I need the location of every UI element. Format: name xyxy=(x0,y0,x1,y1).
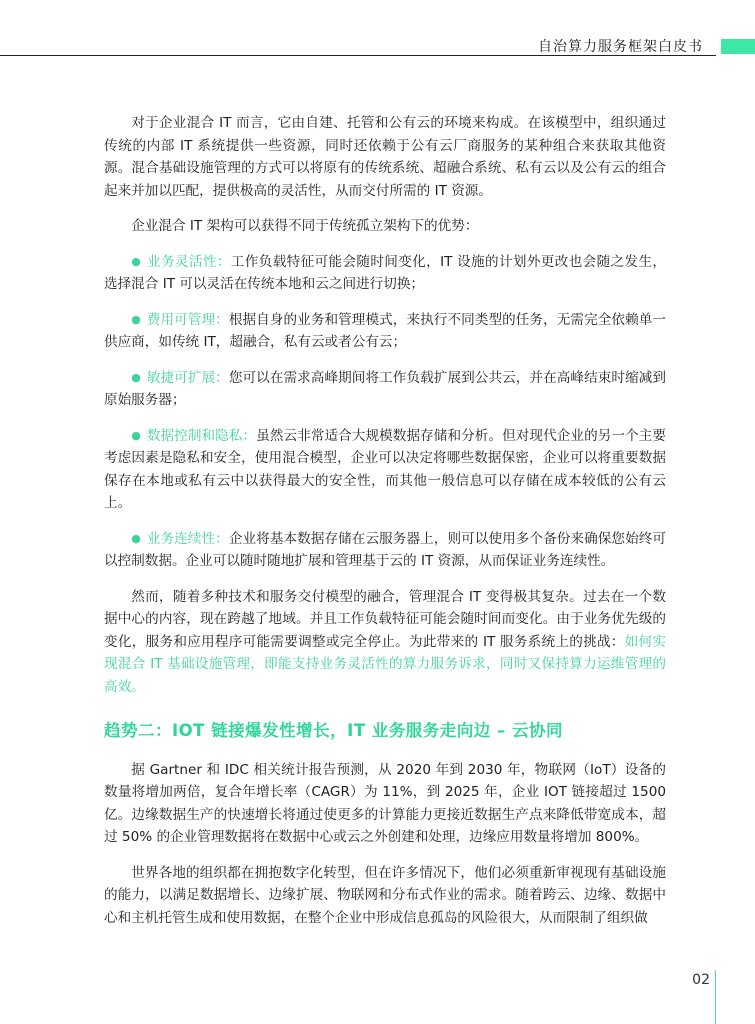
bullet-term: 费用可管理： xyxy=(146,311,229,328)
bullet-dot-icon: ● xyxy=(131,531,141,545)
paragraph: 世界各地的组织都在拥抱数字化转型，但在许多情况下，他们必须重新审视现有基础设施的能力，以满足数据增长、边缘扩展、物联网和分布式作业的需求。随着跨云、边缘、数据中心和主机托管生成和使用数据，在整个企业中形成信息孤岛的风险很大，从而限制了组织做 xyxy=(104,864,666,926)
main-content xyxy=(104,112,666,942)
paragraph: 据 Gartner 和 IDC 相关统计报告预测，从 2020 年到 2030 年，物联网（IoT）设备的数量将增加两倍，复合年增长率（CAGR）为 11%，到 2025 年，企业 IOT 链接超过 1500 亿。边缘数据生产的快速增长将通过使更多的计算能力更接近数据生产点来降低带宽成本，超过 50% 的企业管理数据将在数据中心或云之外创建和处理，边缘应用数量将增加 800%。 xyxy=(104,761,666,845)
bullet-item xyxy=(104,251,666,296)
bullet-term: 敏捷可扩展： xyxy=(146,369,229,386)
highlighted-text: 如何实现混合 IT 基础设施管理，即能支持业务灵活性的算力服务诉求，同时又保持算力运维管理的高效。 xyxy=(104,633,667,695)
bullet-item xyxy=(104,528,666,573)
bullet-dot-icon: ● xyxy=(131,370,141,384)
paragraph xyxy=(104,586,666,699)
bullet-dot-icon: ● xyxy=(131,254,142,268)
paragraph-text: 然而，随着多种技术和服务交付模型的融合，管理混合 IT 变得极其复杂。过去在一个数据中心的内容，现在跨越了地域。并且工作负载特征可能会随时间而变化。由于业务优先级的变化，服务和应用程序可能需要调整或完全停止。为此带来的 IT 服务系统上的挑战： xyxy=(104,588,666,650)
bullet-term: 业务连续性： xyxy=(146,530,229,547)
bullet-text: 虽然云非常适合大规模数据存储和分析。但对现代企业的另一个主要考虑因素是隐私和安全，使用混合模型，企业可以决定将哪些数据保密，企业可以将重要数据保存在本地或私有云中以获得最大的安全性，而其他一般信息可以存储在成本较低的公有云上。 xyxy=(104,427,666,511)
paragraph: 企业混合 IT 架构可以获得不同于传统孤立架构下的优势： xyxy=(131,218,479,234)
header-accent-bar xyxy=(721,39,755,54)
bullet-item xyxy=(104,367,666,412)
page-number: 02 xyxy=(692,972,710,988)
bullet-text: 根据自身的业务和管理模式，来执行不同类型的任务，无需完全依赖单一供应商，如传统 IT，超融合，私有云或者公有云； xyxy=(104,311,666,350)
bullet-dot-icon: ● xyxy=(131,312,141,326)
bullet-item xyxy=(104,309,666,354)
document-title: 自治算力服务框架白皮书 xyxy=(538,39,703,55)
paragraph: 对于企业混合 IT 而言，它由自建、托管和公有云的环境来构成。在该模型中，组织通过传统的内部 IT 系统提供一些资源，同时还依赖于公有云厂商服务的某种组合来获取其他资源。混合基础设施管理的方式可以将原有的传统系统、超融合系统、私有云以及公有云的组合起来并加以匹配，提供极高的灵活性，从而交付所需的 IT 资源。 xyxy=(104,115,666,199)
bullet-term: 业务灵活性： xyxy=(147,253,231,270)
section-heading: 趋势二：IOT 链接爆发性增长，IT 业务服务走向边 – 云协同 xyxy=(104,721,564,740)
bullet-item xyxy=(104,425,666,515)
bullet-text: 企业将基本数据存储在云服务器上，则可以使用多个备份来确保您始终可以控制数据。企业可以随时随地扩展和管理基于云的 IT 资源，从而保证业务连续性。 xyxy=(104,530,666,569)
bullet-text: 您可以在需求高峰期间将工作负载扩展到公共云，并在高峰结束时缩减到原始服务器； xyxy=(104,369,666,408)
bullet-text: 工作负载特征可能会随时间变化，IT 设施的计划外更改也会随之发生，选择混合 IT 可以灵活在传统本地和云之间进行切换； xyxy=(104,253,666,292)
bullet-dot-icon: ● xyxy=(131,428,141,442)
bullet-term: 数据控制和隐私： xyxy=(146,427,257,444)
footer-accent-rule xyxy=(715,970,716,1024)
